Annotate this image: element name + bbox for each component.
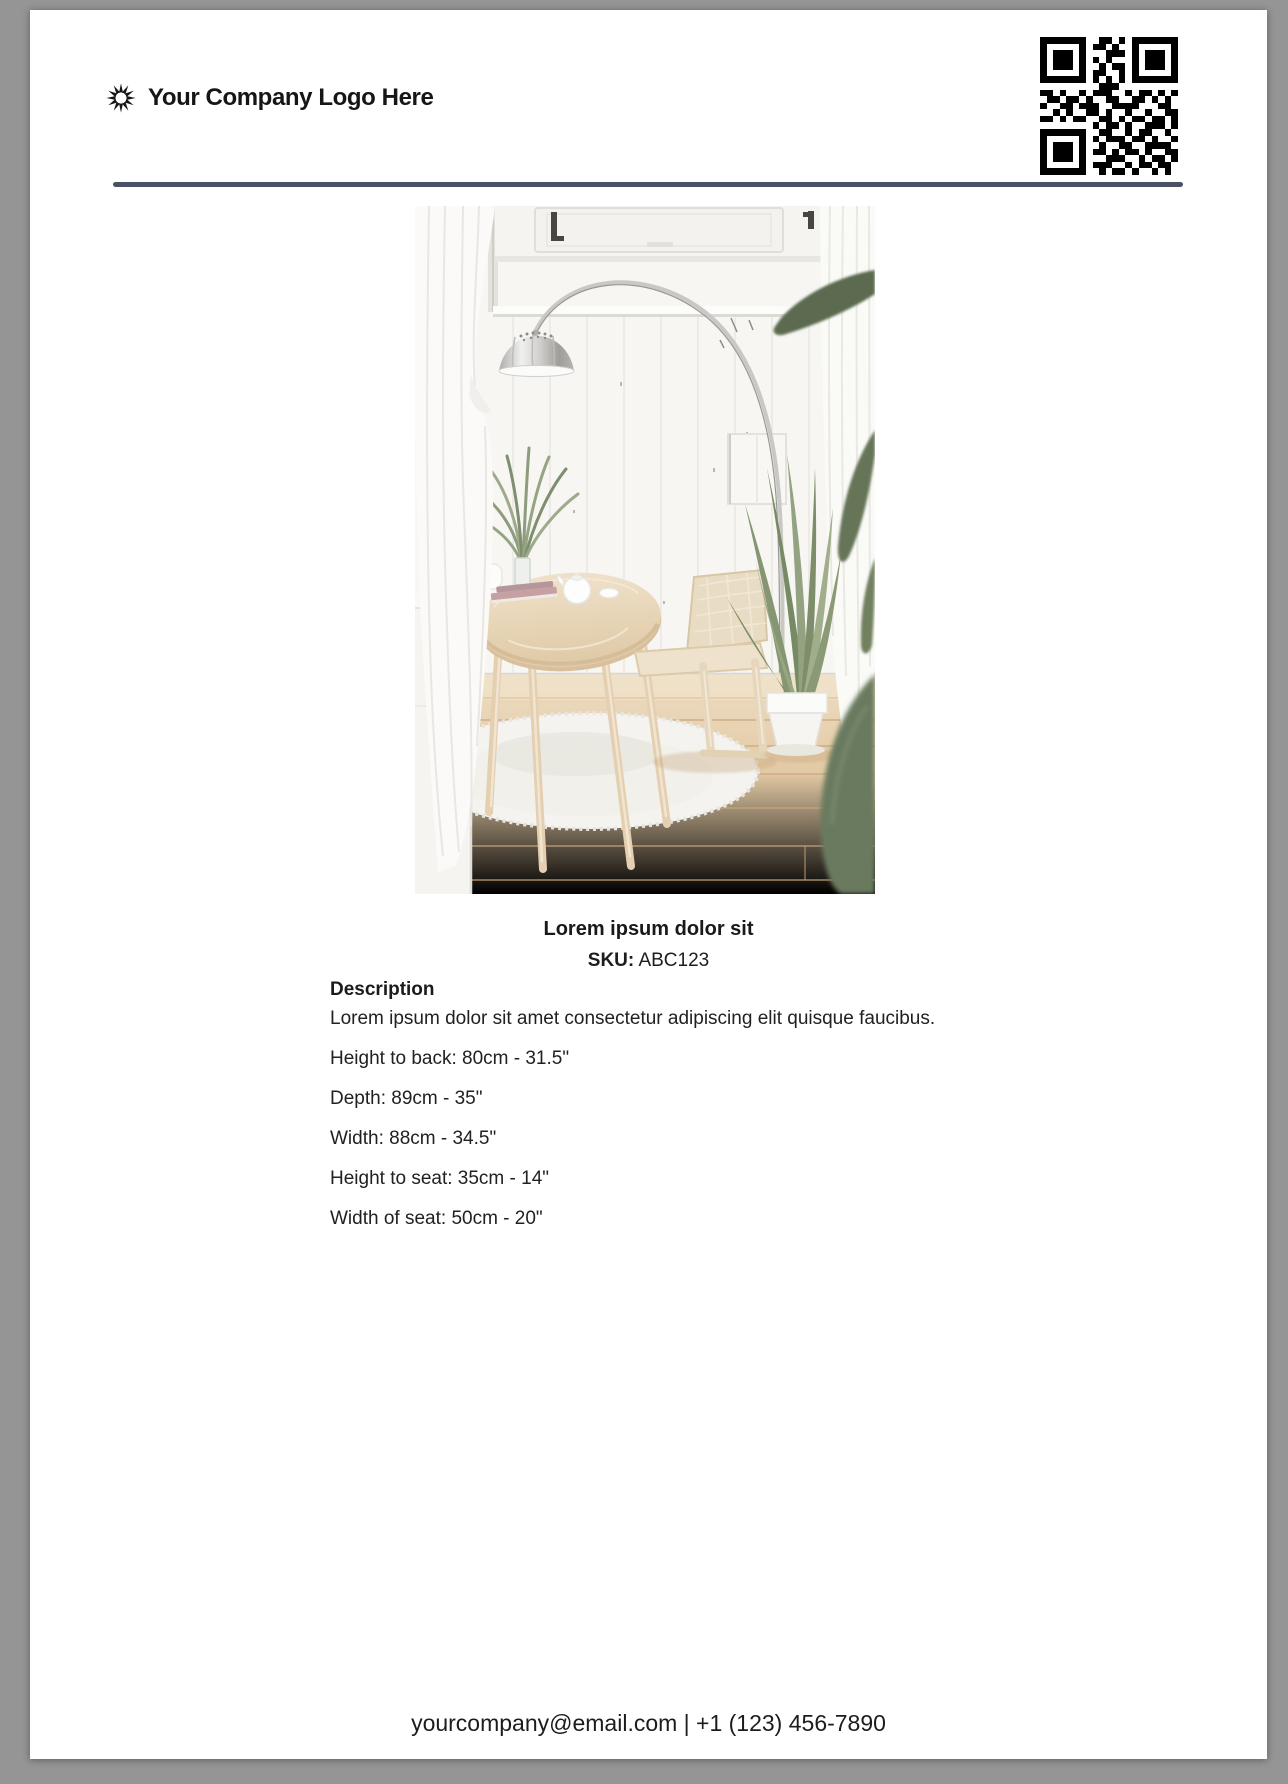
- small-bowl: [600, 588, 619, 598]
- description-block: [330, 979, 1020, 1230]
- dimension-height-to-back: Height to back: 80cm - 31.5": [330, 1048, 570, 1069]
- dimension-depth: Depth: 89cm - 35": [330, 1088, 483, 1109]
- description-heading: Description: [330, 979, 435, 1000]
- wall-shelf: [493, 306, 811, 315]
- document-page: [30, 10, 1267, 1759]
- company-logo: [105, 82, 433, 114]
- qr-code: [1040, 37, 1178, 175]
- dimension-height-to-seat: Height to seat: 35cm - 14": [330, 1168, 550, 1189]
- header-divider: [113, 182, 1183, 187]
- description-text: Lorem ipsum dolor sit amet consectetur adipiscing elit quisque faucibus.: [330, 1008, 936, 1029]
- sku-value: ABC123: [638, 950, 710, 971]
- sku-label: SKU:: [587, 950, 635, 971]
- footer-contact: yourcompany@email.com | +1 (123) 456-7890: [411, 1710, 886, 1736]
- logo-text: Your Company Logo Here: [148, 84, 434, 111]
- dimension-width: Width: 88cm - 34.5": [330, 1128, 497, 1149]
- product-title: Lorem ipsum dolor sit: [543, 918, 754, 940]
- dimension-width-of-seat: Width of seat: 50cm - 20": [330, 1208, 543, 1229]
- starburst-icon: [105, 82, 137, 114]
- product-photo: [415, 206, 875, 894]
- sku-line: [30, 950, 1267, 972]
